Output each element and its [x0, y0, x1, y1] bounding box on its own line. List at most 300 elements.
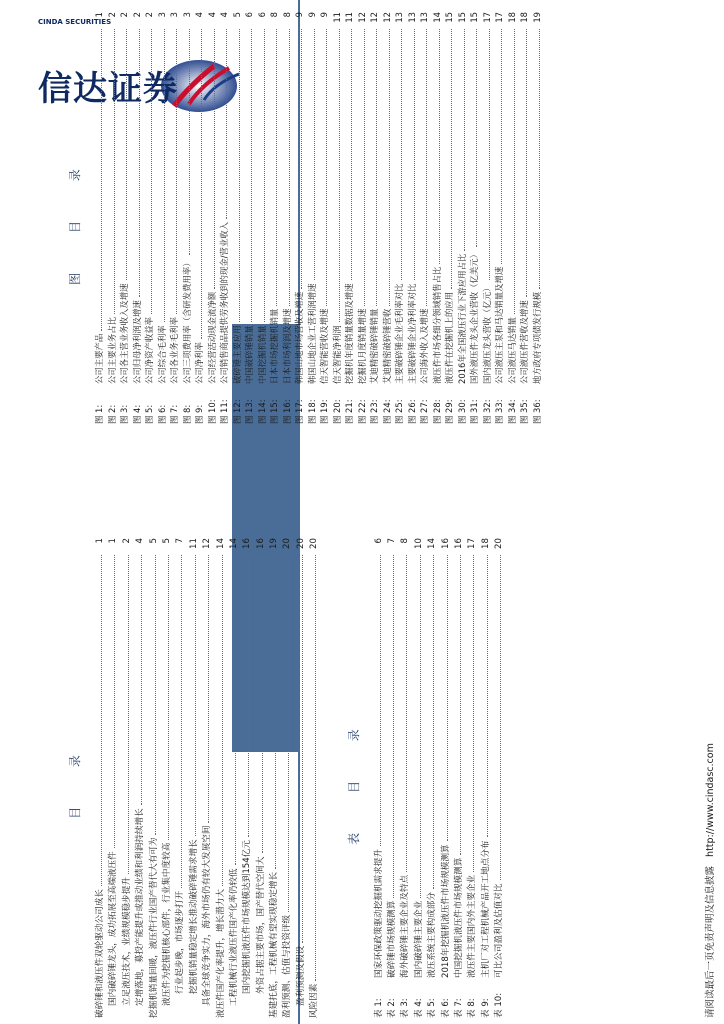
figure-entry[interactable]	[431, 12, 444, 424]
figure-entry[interactable]	[293, 12, 306, 424]
entry-label: 公司销售商品提供劳务收到的现金/营业收入	[219, 222, 229, 384]
dot-leader	[406, 29, 415, 281]
entry-label: 公司各主营业务收入及增速	[119, 283, 129, 384]
figure-entry[interactable]	[518, 12, 531, 424]
dot-leader	[143, 29, 152, 314]
page-number: 15	[456, 12, 467, 23]
entry-label: 挖掘机年度销量数据及增速	[344, 283, 354, 384]
entry-id: 表 4:	[413, 998, 424, 1018]
page-number: 17	[481, 12, 492, 23]
entry-id: 表 5:	[427, 998, 438, 1018]
page-number: 17	[467, 538, 478, 549]
entry-label: 破碎锤和液压件双轮驱动公司成长	[95, 889, 105, 1018]
entry-label: 公司归母净利润及增速	[131, 300, 142, 384]
entry-label: 可比公司盈利及估值对比	[494, 883, 505, 978]
page-number: 20	[494, 538, 505, 549]
entry-label: 破碎锤主要应用	[231, 325, 242, 384]
dot-leader	[294, 555, 303, 943]
entry-id: 图 15:	[269, 399, 279, 424]
entry-id: 图 11:	[219, 399, 229, 424]
entry-label: 韩国山地企业工营利润增速	[306, 283, 317, 384]
dot-leader	[492, 555, 501, 880]
dot-leader	[398, 555, 407, 872]
page-number: 2	[144, 12, 154, 18]
figure-entry[interactable]	[218, 12, 231, 424]
entry-id: 图 1:	[94, 404, 104, 424]
entry-label: 公司主要产品	[94, 333, 104, 384]
page-number: 11	[331, 12, 342, 23]
dot-leader	[443, 29, 452, 289]
figure-entry[interactable]	[106, 12, 119, 424]
table-entry[interactable]	[479, 538, 492, 1018]
entry-id: 表 7:	[453, 998, 464, 1018]
dot-leader	[331, 29, 340, 322]
entry-label: 国外液压件龙头企业营收（亿美元）	[469, 250, 479, 384]
dot-leader	[268, 29, 277, 306]
page-number: 20	[282, 538, 293, 549]
entry-id: 图 19:	[319, 399, 329, 424]
figure-entry[interactable]	[481, 12, 494, 424]
entry-id: 图 9:	[194, 404, 204, 424]
page-number: 14	[228, 538, 239, 549]
entry-id: 图 3:	[119, 404, 129, 424]
page-number: 18	[480, 538, 491, 549]
entry-id: 图 18:	[306, 399, 317, 424]
page-number: 19	[269, 538, 280, 549]
dot-leader	[160, 555, 169, 840]
page-number: 20	[295, 538, 306, 549]
dot-leader	[431, 29, 440, 264]
figure-entry[interactable]	[531, 12, 544, 424]
footer-disclaimer: 请阅读最后一页免责声明及信息披露	[705, 865, 716, 1018]
dot-leader	[267, 555, 276, 869]
toc-entry[interactable]	[214, 538, 227, 1018]
dot-leader	[133, 555, 142, 805]
entry-label: 液压件主要国内外主要企业	[467, 874, 478, 978]
figure-entry[interactable]	[118, 12, 131, 424]
entry-label: 挖掘机销量回暖，液压件行业国产替代大有可为	[148, 837, 159, 1018]
dot-leader	[131, 29, 140, 297]
entry-label: 主机厂对工程机械产品开工地点分布	[480, 840, 491, 978]
table-entry[interactable]	[452, 538, 465, 1018]
entry-label: 中国挖掘机液压件市场规模测算	[453, 857, 464, 978]
page-number: 12	[356, 12, 367, 23]
page-number: 16	[242, 538, 253, 549]
entry-id: 表 9:	[480, 998, 491, 1018]
entry-id: 图 36:	[531, 399, 542, 424]
dot-leader	[256, 29, 265, 322]
dot-leader	[393, 29, 402, 281]
dot-leader	[452, 555, 461, 855]
tables-list	[372, 538, 506, 1018]
entry-label: 挖掘机月度销量增速	[356, 308, 367, 384]
figure-entry[interactable]	[418, 12, 431, 424]
page-number: 2	[119, 12, 129, 18]
figure-entry[interactable]	[93, 12, 106, 424]
entry-id: 图 27:	[419, 399, 429, 424]
table-entry[interactable]	[398, 538, 411, 1018]
figure-entry[interactable]	[468, 12, 481, 424]
page-number: 3	[156, 12, 167, 18]
entry-label: 公司净资产收益率	[144, 317, 154, 384]
entry-label: 国家环保政策驱动挖掘机需求提升	[373, 849, 384, 978]
toc-entry[interactable]	[133, 538, 146, 1018]
entry-label: 基建托底，工程机械有望实现稳定增长	[269, 871, 280, 1018]
page-number: 2	[131, 12, 142, 18]
entry-label: 艾迪精密破碎锤营收	[381, 308, 392, 384]
page-number: 11	[188, 538, 199, 549]
figure-entry[interactable]	[181, 12, 194, 424]
entry-id: 图 6:	[156, 404, 167, 424]
entry-id: 图 21:	[344, 399, 354, 424]
page-number: 16	[255, 538, 266, 549]
dot-leader	[506, 29, 515, 314]
dot-leader	[456, 29, 465, 251]
figure-entry[interactable]	[506, 12, 519, 424]
entry-label: 信天智能营收及增速	[319, 308, 329, 384]
dot-leader	[93, 555, 102, 886]
dot-leader	[493, 29, 502, 264]
page-number: 8	[269, 12, 279, 18]
entry-label: 风险因素	[309, 983, 320, 1018]
dot-leader	[231, 29, 240, 322]
toc-entry[interactable]	[240, 538, 253, 1018]
entry-label: 公司海外收入及增速	[419, 308, 429, 384]
page-number: 1	[108, 538, 119, 544]
entry-label: 地方政府专项债发行规模	[531, 291, 542, 384]
table-entry[interactable]	[412, 538, 425, 1018]
dot-leader	[206, 29, 215, 289]
entry-id: 图 16:	[281, 399, 292, 424]
toc-entry[interactable]	[280, 538, 293, 1018]
figure-entry[interactable]	[206, 12, 219, 424]
figure-entry[interactable]	[406, 12, 419, 424]
page-number: 5	[161, 538, 172, 544]
toc-entry[interactable]	[93, 538, 106, 1018]
entry-label: 中国挖掘机销量	[256, 325, 267, 384]
dot-leader	[343, 29, 352, 281]
toc-heading: 目 录	[68, 737, 82, 819]
entry-id: 图 13:	[244, 399, 254, 424]
entry-label: 液压系统主要构成部分	[427, 892, 438, 978]
entry-label: 海外破碎锤主要企业及特点	[400, 874, 411, 978]
dot-leader	[200, 555, 209, 823]
table-entry[interactable]	[492, 538, 505, 1018]
entry-id: 图 22:	[356, 399, 367, 424]
entry-id: 图 34:	[506, 399, 517, 424]
page-number: 1	[94, 12, 104, 18]
entry-label: 信天智能净利润	[331, 325, 342, 384]
table-entry[interactable]	[385, 538, 398, 1018]
page-number: 14	[431, 12, 442, 23]
entry-label: 公司综合毛利率	[156, 325, 167, 384]
table-entry[interactable]	[465, 538, 478, 1018]
toc-entry[interactable]	[294, 538, 307, 1018]
figure-entry[interactable]	[243, 12, 256, 424]
page-number: 7	[387, 538, 398, 544]
dot-leader	[118, 29, 127, 281]
entry-label: 国内破碎锤龙头，成功拓展至高端液压件	[108, 851, 119, 1006]
entry-id: 图 31:	[469, 399, 479, 424]
entry-label: 液压件市场各细分领域销售占比	[431, 266, 442, 384]
page-number: 17	[494, 12, 504, 23]
table-entry[interactable]	[425, 538, 438, 1018]
figure-entry[interactable]	[443, 12, 456, 424]
entry-label: 中国破碎锤销量	[244, 325, 254, 384]
toc-entry[interactable]	[254, 538, 267, 1018]
toc-entry[interactable]	[106, 538, 119, 1018]
page-number: 4	[219, 12, 229, 18]
entry-label: 公司液压件营收及增速	[519, 300, 529, 384]
entry-label: 立足液压技术，业绩规模稳步提升	[121, 877, 132, 1006]
entry-label: 艾迪精密破碎锤销量	[369, 308, 379, 384]
entry-id: 表 6:	[440, 998, 451, 1018]
page-number: 16	[440, 538, 451, 549]
page-number: 12	[369, 12, 379, 23]
entry-label: 日本市场挖掘机销量	[269, 308, 279, 384]
figure-entry[interactable]	[193, 12, 206, 424]
figure-entry[interactable]	[131, 12, 144, 424]
entry-id: 图 14:	[256, 399, 267, 424]
dot-leader	[307, 555, 316, 981]
toc-entry[interactable]	[187, 538, 200, 1018]
figure-entry[interactable]	[256, 12, 269, 424]
footer-url-link[interactable]: http://www.cindasc.com	[705, 743, 716, 857]
figure-entry[interactable]	[268, 12, 281, 424]
figure-entry[interactable]	[168, 12, 181, 424]
entry-label: 公司主要业务占比	[106, 317, 117, 384]
dot-leader	[281, 29, 290, 306]
dot-leader	[243, 29, 252, 322]
entry-label: 破碎锤市场规模测算	[387, 900, 398, 978]
logo-name-en: CINDA SECURITIES	[38, 18, 112, 26]
entry-label: 国内挖掘机液压件市场规模达到154亿元	[242, 840, 253, 994]
dot-leader	[318, 29, 327, 306]
figure-entry[interactable]	[343, 12, 356, 424]
figure-entry[interactable]	[156, 12, 169, 424]
entry-label: 国内液压龙头营收（亿元）	[481, 283, 492, 384]
page-number: 8	[400, 538, 411, 544]
figures-column	[66, 12, 543, 424]
entry-id: 图 28:	[431, 399, 442, 424]
page-number: 9	[294, 12, 304, 18]
toc-column	[66, 538, 506, 1018]
page-footer	[702, 18, 716, 1024]
dot-leader	[227, 555, 236, 865]
entry-id: 图 8:	[181, 404, 192, 424]
page-number: 2	[106, 12, 117, 18]
page-number: 4	[206, 12, 217, 18]
logo-name-cn: 信达证券	[38, 69, 178, 109]
entry-id: 图 24:	[381, 399, 392, 424]
entry-label: 外资占据主要市场，国产替代空间大	[255, 856, 266, 994]
dot-leader	[120, 555, 129, 874]
page-number: 15	[469, 12, 479, 23]
entry-id: 图 35:	[519, 399, 529, 424]
page-number: 3	[169, 12, 179, 18]
toc-entry[interactable]	[160, 538, 173, 1018]
dot-leader	[187, 555, 196, 836]
dot-leader	[385, 555, 394, 898]
dot-leader	[372, 555, 381, 846]
toc-entry[interactable]	[200, 538, 213, 1018]
entry-label: 主要破碎锤企业毛利率对比	[394, 283, 404, 384]
dot-leader	[193, 29, 202, 339]
dot-leader	[439, 555, 448, 841]
figure-entry[interactable]	[143, 12, 156, 424]
dot-leader	[156, 29, 165, 322]
dot-leader	[356, 29, 365, 306]
dot-leader	[465, 555, 474, 872]
dot-leader	[381, 29, 390, 306]
dot-leader	[218, 29, 227, 219]
entry-id: 图 12:	[231, 399, 242, 424]
page-number: 16	[453, 538, 464, 549]
entry-label: 行业起步晚，市场逐步打开	[175, 890, 186, 994]
entry-label: 公司经营活动现金流净额	[206, 291, 217, 384]
dot-leader	[240, 555, 249, 837]
figures-list	[93, 12, 543, 424]
dot-leader	[106, 29, 115, 314]
dot-leader	[306, 29, 315, 281]
toc-entry[interactable]	[120, 538, 133, 1018]
figure-entry[interactable]	[356, 12, 369, 424]
page-number: 13	[406, 12, 417, 23]
entry-label: 液压件国产化率提升，增长潜力大	[215, 889, 226, 1018]
figure-entry[interactable]	[456, 12, 469, 424]
page-number: 6	[373, 538, 384, 544]
dot-leader	[412, 555, 421, 898]
toc-entry[interactable]	[227, 538, 240, 1018]
entry-id: 图 5:	[144, 404, 154, 424]
page-number: 19	[531, 12, 542, 23]
toc-list	[93, 538, 321, 1018]
tables-heading: 表 目 录	[346, 711, 361, 845]
entry-id: 图 7:	[169, 404, 179, 424]
entry-id: 图 33:	[494, 399, 504, 424]
dot-leader	[280, 555, 289, 912]
entry-label: 具备全球竞争实力，海外市场仍有较大发展空间	[202, 825, 213, 1006]
dot-leader	[418, 29, 427, 306]
figure-entry[interactable]	[393, 12, 406, 424]
dot-leader	[173, 555, 182, 888]
page-number: 13	[394, 12, 404, 23]
dot-leader	[93, 29, 102, 331]
dot-leader	[368, 29, 377, 306]
figure-entry[interactable]	[381, 12, 394, 424]
dot-leader	[181, 29, 190, 255]
figure-entry[interactable]	[331, 12, 344, 424]
page-number: 10	[413, 538, 424, 549]
entry-id: 图 32:	[481, 399, 492, 424]
toc-entry[interactable]	[267, 538, 280, 1018]
page-number: 2	[121, 538, 132, 544]
dot-leader	[293, 29, 302, 289]
page-number: 7	[175, 538, 186, 544]
page-number: 1	[95, 538, 105, 544]
dot-leader	[214, 555, 223, 886]
dot-leader	[254, 555, 263, 853]
entry-id: 图 25:	[394, 399, 404, 424]
entry-label: 公司液压马达销量	[506, 317, 517, 384]
page-number: 9	[306, 12, 317, 18]
entry-label: 公司净利率	[194, 342, 204, 384]
figure-entry[interactable]	[281, 12, 294, 424]
figure-entry[interactable]	[493, 12, 506, 424]
entry-id: 图 2:	[106, 404, 117, 424]
page-number: 4	[194, 12, 204, 18]
entry-label: 液压件为挖掘机核心部件，行业集中度较高	[161, 842, 172, 1006]
entry-id: 表 2:	[387, 998, 398, 1018]
figure-entry[interactable]	[306, 12, 319, 424]
entry-id: 图 23:	[369, 399, 379, 424]
entry-label: 2016年全国液压行业下游应用占比	[456, 253, 467, 384]
dot-leader	[147, 555, 156, 835]
entry-id: 图 26:	[406, 399, 417, 424]
entry-label: 主要破碎锤企业净利率对比	[406, 283, 417, 384]
page-number: 3	[181, 12, 192, 18]
page-number: 14	[427, 538, 438, 549]
entry-id: 图 10:	[206, 399, 217, 424]
figure-entry[interactable]	[231, 12, 244, 424]
entry-id: 图 17:	[294, 399, 304, 424]
entry-label: 韩国山地市场营收及增速	[294, 291, 304, 384]
entry-label: 国内破碎锤主要企业	[413, 900, 424, 978]
dot-leader	[479, 555, 488, 837]
page-number: 5	[231, 12, 242, 18]
entry-label: 公司液压主泵和马达销量及增速	[494, 266, 504, 384]
page-number: 12	[202, 538, 213, 549]
entry-id: 图 29:	[444, 399, 454, 424]
page-number: 11	[344, 12, 354, 23]
entry-label: 液压件在挖掘机上的应用	[444, 291, 454, 384]
entry-label: 盈利预测及假设	[295, 945, 306, 1006]
entry-id: 图 4:	[131, 404, 142, 424]
page-number: 8	[281, 12, 292, 18]
page-number: 18	[519, 12, 529, 23]
entry-id: 表 10:	[494, 992, 505, 1018]
entry-label: 公司各业务毛利率	[169, 317, 179, 384]
page-number: 4	[135, 538, 146, 544]
entry-label: 盈利预测、估值与投资评级	[282, 914, 293, 1018]
figure-entry[interactable]	[368, 12, 381, 424]
page-number: 9	[319, 12, 329, 18]
dot-leader	[481, 29, 490, 281]
page-number: 20	[309, 538, 320, 549]
page-number: 12	[381, 12, 392, 23]
figure-entry[interactable]	[318, 12, 331, 424]
entry-label: 挖掘机销量稳定增长推动破碎锤需求增长	[188, 839, 199, 994]
page-number: 13	[419, 12, 429, 23]
table-entry[interactable]	[439, 538, 452, 1018]
toc-entry[interactable]	[307, 538, 320, 1018]
page-number: 6	[244, 12, 254, 18]
entry-id: 表 1:	[373, 998, 384, 1018]
toc-entry[interactable]	[173, 538, 186, 1018]
page-number: 15	[444, 12, 454, 23]
table-entry[interactable]	[372, 538, 385, 1018]
dot-leader	[518, 29, 527, 297]
dot-leader	[468, 29, 477, 247]
entry-id: 图 20:	[331, 399, 342, 424]
entry-id: 表 8:	[467, 998, 478, 1018]
figures-heading: 图 目 录	[68, 151, 82, 285]
entry-label: 工程机械行业液压件国产化率仍较低	[228, 868, 239, 1006]
entry-label: 公司三项费用率（含研发费用率）	[181, 258, 192, 384]
toc-entry[interactable]	[147, 538, 160, 1018]
page-number: 18	[506, 12, 517, 23]
page-number: 14	[215, 538, 226, 549]
